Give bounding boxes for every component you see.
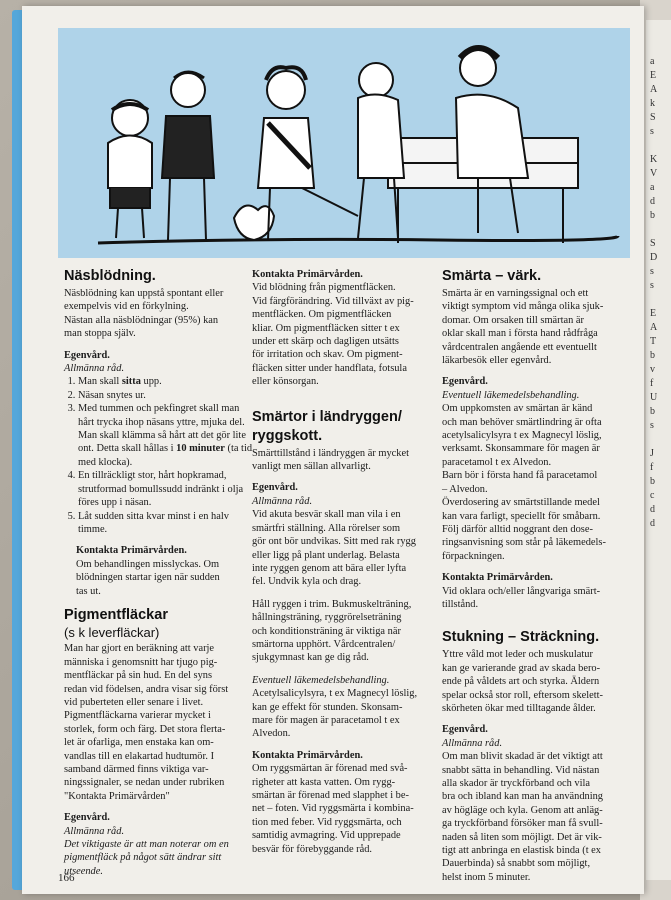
text-line: under ett skärp och dagligen utsätts [252,336,399,348]
text-line: fel. Undvik kyla och drag. [252,576,362,588]
text-line: righeter att kasta vatten. Om rygg- [252,776,396,788]
text-line: Överdosering av smärtstillande medel [442,497,600,509]
column-middle [252,268,448,856]
text-line: blödningen startar igen när sudden [76,572,220,584]
text-line: Det viktigaste är att man noterar om en [64,839,229,851]
text-line: fläcken sitter under handflata, fotsula [252,362,407,374]
text-line: besvär för förebyggande råd. [252,843,373,855]
text-line: Alvedon. [252,728,291,740]
text-line: och man behöver smärtlindring är ofta [442,416,602,428]
next-page-edge-text: a E A k S s K V a d b S D s s E A T b v f U b s J f b c d d [650,56,658,529]
list-item: 4. En tillräckligt stor, hårt hopkramad, strutformad bomullssudd indränkt i olja föres upp i näsan. [78,469,254,509]
text-line: Acetylsalicylsyra, t ex Magnecyl löslig, [252,688,418,700]
text-line: mare för magen är paracetamol t ex [252,714,400,726]
list-item: 1. Man skall sitta upp. [78,375,254,388]
text-line: – Alvedon. [442,483,488,495]
text-line: läkarbesök eller egenvård. [442,355,552,367]
text-line: ringsanvisning som står på läkemedels- [442,537,606,549]
text-line: alla skador är tryckförband och vila [442,778,591,789]
column-left [64,268,254,878]
text-line: mentfläcken. Om pigmentfläcken [252,309,392,321]
cartoon-illustration [58,28,630,258]
text-line: Näsblödning kan uppstå spontant eller [64,288,224,299]
text-line: förpackningen. [442,550,505,562]
egenvard-label: Egenvård. [64,349,110,361]
text-line: mentfläckar på sin hud. En del syns [64,670,213,682]
text-line: vandlas till en elakartad hudtumör. I [64,750,215,762]
section-title-smarta: Smärta – värk. [442,268,542,284]
allmanna-rad-label: Allmänna råd. [442,737,503,749]
text-line: smärtan är förenad med slapphet i be- [252,790,409,801]
text-line: domar. Om orsaken till smärtan är [442,314,584,326]
text-line: Håll ryggen i trim. Bukmuskelträning, [252,598,412,610]
text-line: Nästan alla näsblödningar (95%) kan [64,314,219,326]
section-title-nasblodning: Näsblödning. [64,268,156,284]
egenvard-label: Egenvård. [442,376,488,388]
text-line: ende på våldets art och styrka. Äldern [442,676,600,688]
egenvard-label: Egenvård. [442,724,488,736]
text-line: Pigmentfläckarna varierar mycket i [64,710,211,722]
book-page [22,6,644,894]
text-line: samband därmed finns viktiga var- [64,764,209,775]
kontakta-label: Kontakta Primärvården. [76,545,187,557]
section-title-landryggen: Smärtor i ländryggen/ [252,408,402,425]
text-line: Vid blödning från pigmentfläcken. [252,282,396,294]
text-line: bra och ibland kan man ha användning [442,791,604,803]
list-item: 2. Näsan snytes ur. [78,389,254,402]
section-title-ryggskott: ryggskott. [252,427,323,444]
text-line: smärtorna upphört. Vårdcentralen/ [252,638,396,650]
text-line: ga tryckförband försöker man få svull- [442,818,603,830]
text-line: vanligt men sällan allvarligt. [252,461,371,473]
text-line: utseende. [64,865,103,877]
allmanna-rad-label: Allmänna råd. [64,825,125,837]
page-number: 166 [58,872,75,884]
steps-list [64,375,254,536]
text-line: Om behandlingen misslyckas. Om [76,558,220,570]
list-item: 3. Med tummen och pekfingret skall man hårt trycka ihop näsans yttre, mjuka del. Man skall klämma så hårt att det gör lite ont. Detta skall hållas i 10 minuter (ta tid med klocka). [78,402,254,469]
text-line: vårdcentralen angående ett eventuellt [442,341,597,353]
text-line: Smärttillstånd i ländryggen är mycket [252,447,409,459]
text-line: gör ont bör undvikas. Sitt med rak rygg [252,536,416,548]
text-line: Dauerbinda) så snabbt som möjligt, [442,858,591,870]
text-line: sjukgymnast kan ge dig råd. [252,652,369,664]
kontakta-label: Kontakta Primärvården. [442,572,553,584]
text-line: naden så liten som möjligt. Det är vik- [442,831,602,843]
allmanna-rad-label: Allmänna råd. [252,495,313,507]
text-line: inte ryggen genom att bära eller lyfta [252,562,407,574]
text-line: verksamt. Skonsammare för magen är [442,443,600,455]
text-line: Smärta är en varningssignal och ett [442,288,589,299]
text-line: ningssignaler, se nedan under rubriken [64,777,225,789]
text-line: tillstånd. [442,598,479,610]
section-title-stukning: Stukning – Sträckning. [442,629,600,646]
text-line: man stoppa själv. [64,328,136,340]
egenvard-label: Egenvård. [252,482,298,494]
text-line: helst inom 5 minuter. [442,871,531,883]
text-line: tigt att anbringa en elastisk binda (t ex [442,845,601,857]
text-line: och konditionsträning är viktiga när [252,625,401,637]
text-line: storlek, form och färg. Det stora flerta- [64,723,226,735]
text-line: vid puberteten eller senare i livet. [64,696,204,708]
text-line: acetylsalicylsyra t ex Magnecyl löslig, [442,430,602,442]
allmanna-rad-label: Allmänna råd. [64,363,125,375]
text-line: för irritation och skav. Om pigment- [252,349,403,361]
text-line: redan vid födelsen, andra visar sig först [64,683,229,695]
text-line: av högläge och kyla. Genom att anläg- [442,804,603,816]
text-line: Yttre våld mot leder och muskulatur [442,649,593,661]
text-line: spelar också stor roll, eftersom skelett- [442,689,604,701]
text-line: samtidig avmagring. Vid upprepade [252,830,401,842]
text-line: tas ut. [76,585,101,597]
list-item: 5. Låt sudden sitta kvar minst i en halv timme. [78,510,254,537]
eventuell-label: Eventuell läkemedelsbehandling. [252,674,390,686]
cartoon-people-drawing [58,28,630,258]
text-line: Följ därför alltid noggrant den dose- [442,523,593,535]
text-line: människa i genomsnitt har tjugo pig- [64,656,218,668]
text-line: eller ligg på plant underlag. Belasta [252,549,400,561]
eventuell-label: Eventuell läkemedelsbehandling. [442,389,580,401]
text-line: kliar. Om pigmentfläcken sitter t ex [252,322,400,334]
text-line: exempelvis vid en förkylning. [64,301,189,313]
text-line: Barn bör i första hand få paracetamol [442,470,598,482]
text-line: kan ge varierande grad av skada bero- [442,662,601,674]
text-line: eller könsorgan. [252,376,319,388]
text-line: Vid oklara och/eller långvariga smärt- [442,585,601,597]
text-line: net – foten. Vid ryggsmärta i kombina- [252,803,414,815]
text-line: let är ofarliga, men enstaka kan om- [64,737,214,749]
text-line: Vid färgförändring. Vid tillväxt av pig- [252,295,414,307]
text-line: smärtfri ställning. Alla rörelser som [252,522,401,534]
kontakta-label: Kontakta Primärvården. [252,749,363,761]
text-line: skörheten ökar med tilltagande ålder. [442,702,596,714]
text-line: kan ge effekt för stunden. Skonsam- [252,701,403,713]
text-line: oklar skall man i första hand rådfråga [442,328,598,340]
section-title-pigmentflackar: Pigmentfläckar [64,606,168,623]
egenvard-label: Egenvård. [64,812,110,824]
text-line: pigmentfläck på något sätt ändrar sitt [64,852,222,864]
text-line: tion med feber. Vid ryggsmärta, och [252,816,402,828]
text-line: Om ryggsmärtan är förenad med svå- [252,763,408,775]
text-line: paracetamol t ex Alvedon. [442,456,552,468]
kontakta-label: Kontakta Primärvården. [252,269,363,280]
section-subtitle: (s k leverfläckar) [64,624,160,640]
text-line: hållningsträning, ryggrörelseträning [252,612,402,624]
text-line: kan vara farligt, speciellt för småbarn. [442,510,601,522]
column-right [442,268,638,884]
text-line: "Kontakta Primärvården" [64,790,170,802]
text-line: Om man blivit skadad är det viktigt att [442,751,603,763]
text-line: snabbt sätta in behandling. Vid nästan [442,764,600,776]
text-line: viktigt symptom vid många olika sjuk- [442,301,604,313]
text-line: Om uppkomsten av smärtan är känd [442,403,593,415]
text-line: Vid akuta besvär skall man vila i en [252,509,401,521]
text-line: Man har gjort en beräkning att varje [64,643,215,655]
